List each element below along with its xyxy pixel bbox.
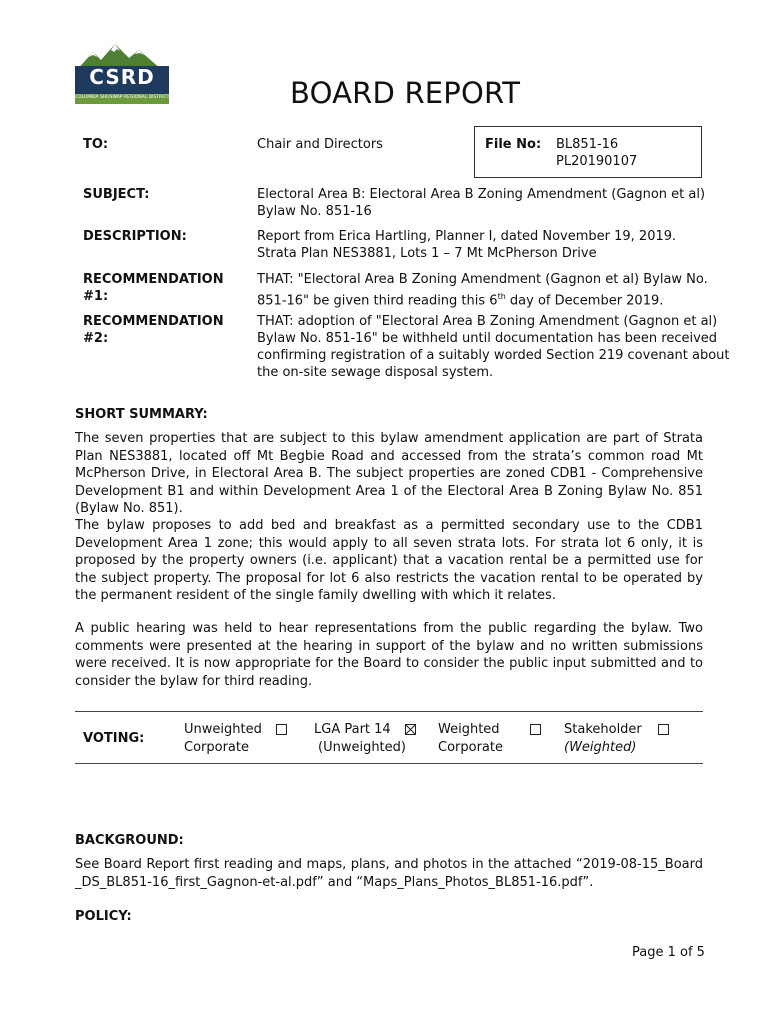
to-label: TO: (83, 137, 109, 152)
rec1-number: #1: (83, 289, 109, 304)
voting-top-divider (75, 711, 703, 712)
rec2-line1: THAT: adoption of "Electoral Area B Zoning Amendment (Gagnon et al) (257, 314, 718, 329)
page-number: Page 1 of 5 (632, 945, 705, 960)
voting-option-lga-line1: LGA Part 14 (314, 722, 391, 737)
rec1-line2: 851-16" be given third reading this 6th day of December 2019. (257, 292, 664, 309)
summary-paragraph-2: The bylaw proposes to add bed and breakfast as a permitted secondary use to the CDB1 Development Area 1 zone; this would apply to all seven strata lots. For strata lot 6 only, it is proposed by the property owners (i.e. applicant) that a vacation rental be a permitted use for the subject property. The proposal for lot 6 also restricts the vacation rental to be operated by the permanent resident of the single family dwelling with which it relates. (75, 518, 703, 603)
page-title: BOARD REPORT (290, 76, 521, 110)
voting-option-stakeholder-line1: Stakeholder (564, 722, 642, 737)
description-line2: Strata Plan NES3881, Lots 1 – 7 Mt McPherson Drive (257, 246, 597, 261)
logo-text: CSRD (89, 65, 155, 89)
background-text: See Board Report first reading and maps, plans, and photos in the attached “2019-08-15_Board_DS_BL851-16_first_Gagnon-et-al.pdf” and “Maps_Plans_Photos_BL851-16.pdf”. (75, 857, 703, 890)
lga-part-14-checkbox[interactable] (405, 724, 416, 735)
description-line1: Report from Erica Hartling, Planner I, dated November 19, 2019. (257, 229, 677, 244)
background-heading: BACKGROUND: (75, 833, 184, 848)
voting-option-weighted-corporate-line1: Weighted (438, 722, 500, 737)
voting-option-lga-line2: (Unweighted) (318, 740, 406, 755)
voting-bottom-divider (75, 763, 703, 764)
subject-line2: Bylaw No. 851-16 (257, 204, 372, 219)
subject-line1: Electoral Area B: Electoral Area B Zoning Amendment (Gagnon et al) (257, 187, 706, 202)
rec2-number: #2: (83, 331, 109, 346)
voting-option-stakeholder-line2: (Weighted) (564, 740, 637, 755)
file-label: File No: (485, 137, 542, 152)
voting-label: VOTING: (83, 731, 145, 746)
summary-paragraph-1: The seven properties that are subject to this bylaw amendment application are part of Strata Plan NES3881, located off Mt Begbie Road and accessed from the strata’s common road Mt McPherson Drive, in Electoral Area B. The subject properties are zoned CDB1 - Comprehensive Development B1 and within Development Area 1 of the Electoral Area B Zoning Bylaw No. 851 (Bylaw No. 851). (75, 431, 703, 516)
rec2-label: RECOMMENDATION (83, 314, 224, 329)
unweighted-corporate-checkbox[interactable] (276, 724, 287, 735)
description-label: DESCRIPTION: (83, 229, 187, 244)
rec2-line4: the on-site sewage disposal system. (257, 365, 494, 380)
summary-heading: SHORT SUMMARY: (75, 407, 208, 422)
stakeholder-checkbox[interactable] (658, 724, 669, 735)
rec1-line1: THAT: "Electoral Area B Zoning Amendment (Gagnon et al) Bylaw No. (257, 272, 708, 287)
rec2-line2: Bylaw No. 851-16" be withheld until documentation has been received (257, 331, 718, 346)
rec1-label: RECOMMENDATION (83, 272, 224, 287)
weighted-corporate-checkbox[interactable] (530, 724, 541, 735)
to-value: Chair and Directors (257, 137, 383, 152)
voting-option-weighted-corporate-line2: Corporate (438, 740, 503, 755)
subject-label: SUBJECT: (83, 187, 150, 202)
summary-paragraph-3: A public hearing was held to hear representations from the public regarding the bylaw. Two comments were presented at the hearing in support of the bylaw and no written submissions were received. It is now appropriate for the Board to consider the public input submitted and to consider the bylaw for third reading. (75, 621, 703, 689)
file-number: BL851-16 (556, 137, 619, 152)
voting-option-unweighted-corporate-line2: Corporate (184, 740, 249, 755)
file-pl-number: PL20190107 (556, 154, 638, 169)
rec2-line3: confirming registration of a suitably worded Section 219 covenant about (257, 348, 730, 363)
logo-subtext: COLUMBIA SHUSWAP REGIONAL DISTRICT (75, 95, 170, 100)
policy-heading: POLICY: (75, 909, 132, 924)
csrd-logo (75, 42, 169, 104)
voting-option-unweighted-corporate-line1: Unweighted (184, 722, 262, 737)
